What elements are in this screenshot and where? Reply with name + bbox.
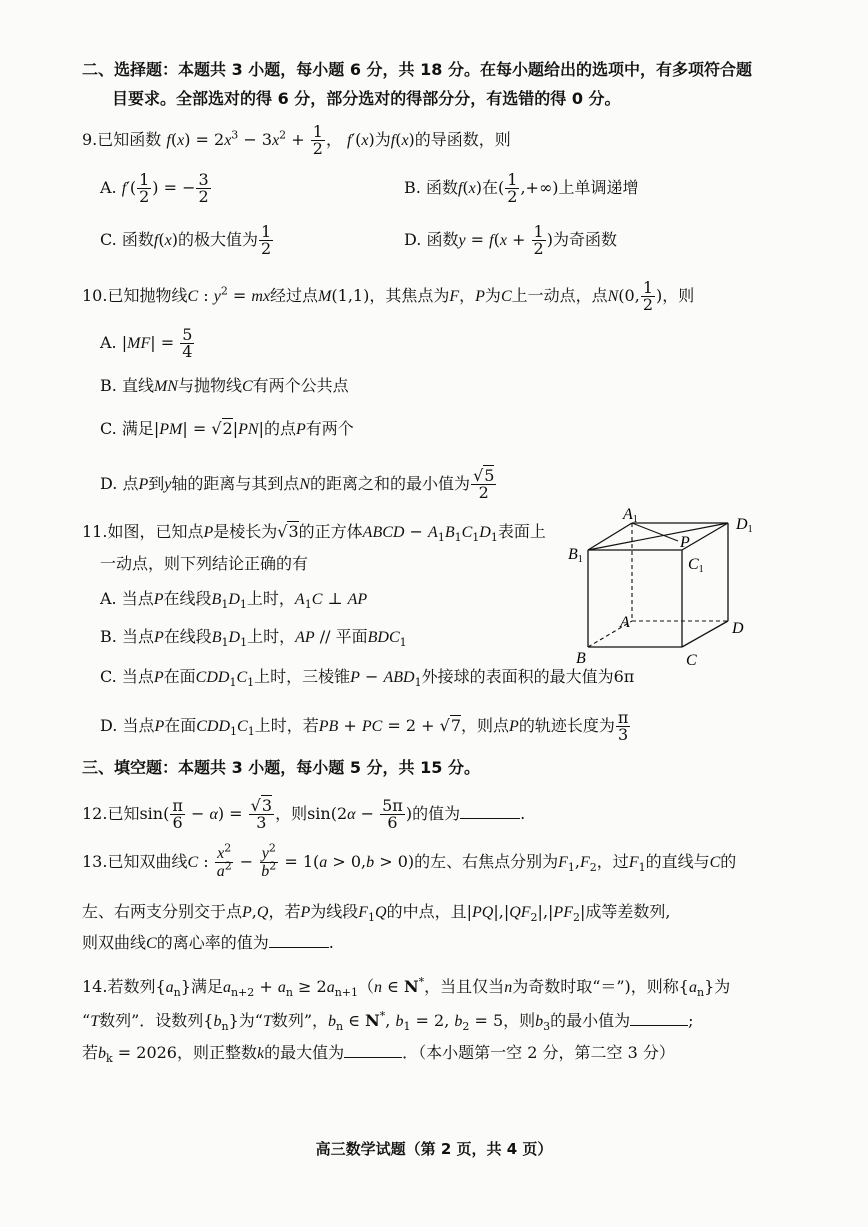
q13-line1: 13.已知双曲线C : $\frac{x^2}{a^2}$ − $\frac{y^2}{b^2}$ = 1(a > 0,b > 0)的左、右焦点分别为$F_1,F_2$，过$F_1$的直线与C的 <box>82 841 737 880</box>
q13-answer-blank[interactable] <box>269 933 329 948</box>
q14-line2: “T数列”．设数列$\{b_n\}$为“T数列”，$b_n$ ∈ N*, $b_1 = 2$, $b_2 = 5$，则$b_3$的最小值为 ; <box>82 1009 694 1034</box>
label-d: D <box>732 620 744 637</box>
q9-option-a: A. f′( $\frac{1}{2}$ ) = − $\frac{3}{2}$ <box>100 170 209 206</box>
section3-heading: 三、填空题：本题共 3 小题，每小题 5 分，共 15 分。 <box>82 758 480 777</box>
label-a1: A1 <box>623 506 638 525</box>
q10-option-b: B. 直线MN与抛物线C有两个公共点 <box>100 376 349 395</box>
q11-stem-line1: 11.如图，已知点P是棱长为√3的正方体ABCD − $A_1B_1C_1D_1$表面上 <box>82 522 546 545</box>
q13-line2: 左、右两支分别交于点P,Q，若P为线段$F_1Q$的中点，且$|PQ|,|QF_2|,|PF_2|$成等差数列, <box>82 902 671 925</box>
q9-option-b: B. 函数f(x)在( $\frac{1}{2}$ ,+∞)上单调递增 <box>404 170 639 206</box>
q11-option-c: C. 当点P在面$CDD_1C_1$上时，三棱锥$P - ABD_1$外接球的表面积的最大值为6π <box>100 667 635 690</box>
q9-stem: 9.已知函数 $f(x) = 2x^3 - 3x^2$ + $\frac{1}{2}$ ， f′(x)为f(x)的导函数，则 <box>82 122 511 158</box>
q13-line3: 则双曲线C的离心率的值为 . <box>82 933 334 952</box>
q11-option-a: A. 当点P在线段$B_1D_1$上时，$A_1C$ ⊥ AP <box>100 589 368 612</box>
cube-figure <box>560 505 770 675</box>
q10-stem: 10.已知抛物线C : $y^2$ = mx经过点M(1,1)，其焦点为F，P为C上一动点，点N(0, $\frac{1}{2}$ )，则 <box>82 278 695 314</box>
q10-option-c: C. 满足|PM| = √2|PN|的点P有两个 <box>100 419 354 438</box>
q11-option-b: B. 当点P在线段$B_1D_1$上时，AP // 平面$BDC_1$ <box>100 627 407 650</box>
label-b: B <box>576 650 586 667</box>
label-a: A <box>620 614 630 631</box>
q14-line1: 14.若数列$\{a_n\}$满足$a_{n+2} + a_n \ge 2a_{n+1}(n$ ∈ N*，当且仅当n为奇数时取“＝”)，则称$\{a_n\}$为 <box>82 975 731 1000</box>
section2-heading-line1: 二、选择题：本题共 3 小题，每小题 6 分，共 18 分。在每小题给出的选项中，有多项符合题 <box>82 60 752 79</box>
label-p: P <box>680 534 690 551</box>
label-d1: D1 <box>736 516 753 535</box>
label-c1: C1 <box>688 556 704 575</box>
q14-answer-blank-1[interactable] <box>630 1011 688 1026</box>
q9-option-c: C. 函数f(x)的极大值为 $\frac{1}{2}$ <box>100 222 272 258</box>
q10-option-a: A. |MF| = $\frac{5}{4}$ <box>100 325 193 361</box>
label-c: C <box>686 652 697 669</box>
page-footer: 高三数学试题（第 2 页，共 4 页） <box>315 1140 553 1158</box>
q11-stem-line2: 一动点，则下列结论正确的有 <box>100 554 309 573</box>
label-b1: B1 <box>568 546 583 565</box>
q14-line3: 若$b_k = 2026$，则正整数k的最大值为 ．（本小题第一空 2 分，第二空 3 分） <box>82 1043 675 1066</box>
q12-answer-blank[interactable] <box>460 804 520 819</box>
q14-answer-blank-2[interactable] <box>344 1043 402 1058</box>
segment-a1p <box>632 523 678 541</box>
q11-option-d: D. 当点P在面$CDD_1C_1$上时，若PB + PC = 2 + √7，则点P的轨迹长度为 $\frac{\pi}{3}$ <box>100 708 629 744</box>
q12-stem: 12.已知sin( $\frac{\pi}{6}$ − α) = $\frac{√3}{3}$ ，则sin(2α − $\frac{5\pi}{6}$ )的值为 . <box>82 796 526 832</box>
q10-option-d: D. 点P到y轴的距离与其到点N的距离之和的最小值为 $\frac{√5}{2}$ <box>100 466 495 502</box>
q9-option-d: D. 函数y = f(x + $\frac{1}{2}$ )为奇函数 <box>404 222 617 258</box>
section2-heading-line2: 目要求。全部选对的得 6 分，部分选对的得部分分，有选错的得 0 分。 <box>112 89 621 108</box>
edge-cd <box>682 621 728 647</box>
